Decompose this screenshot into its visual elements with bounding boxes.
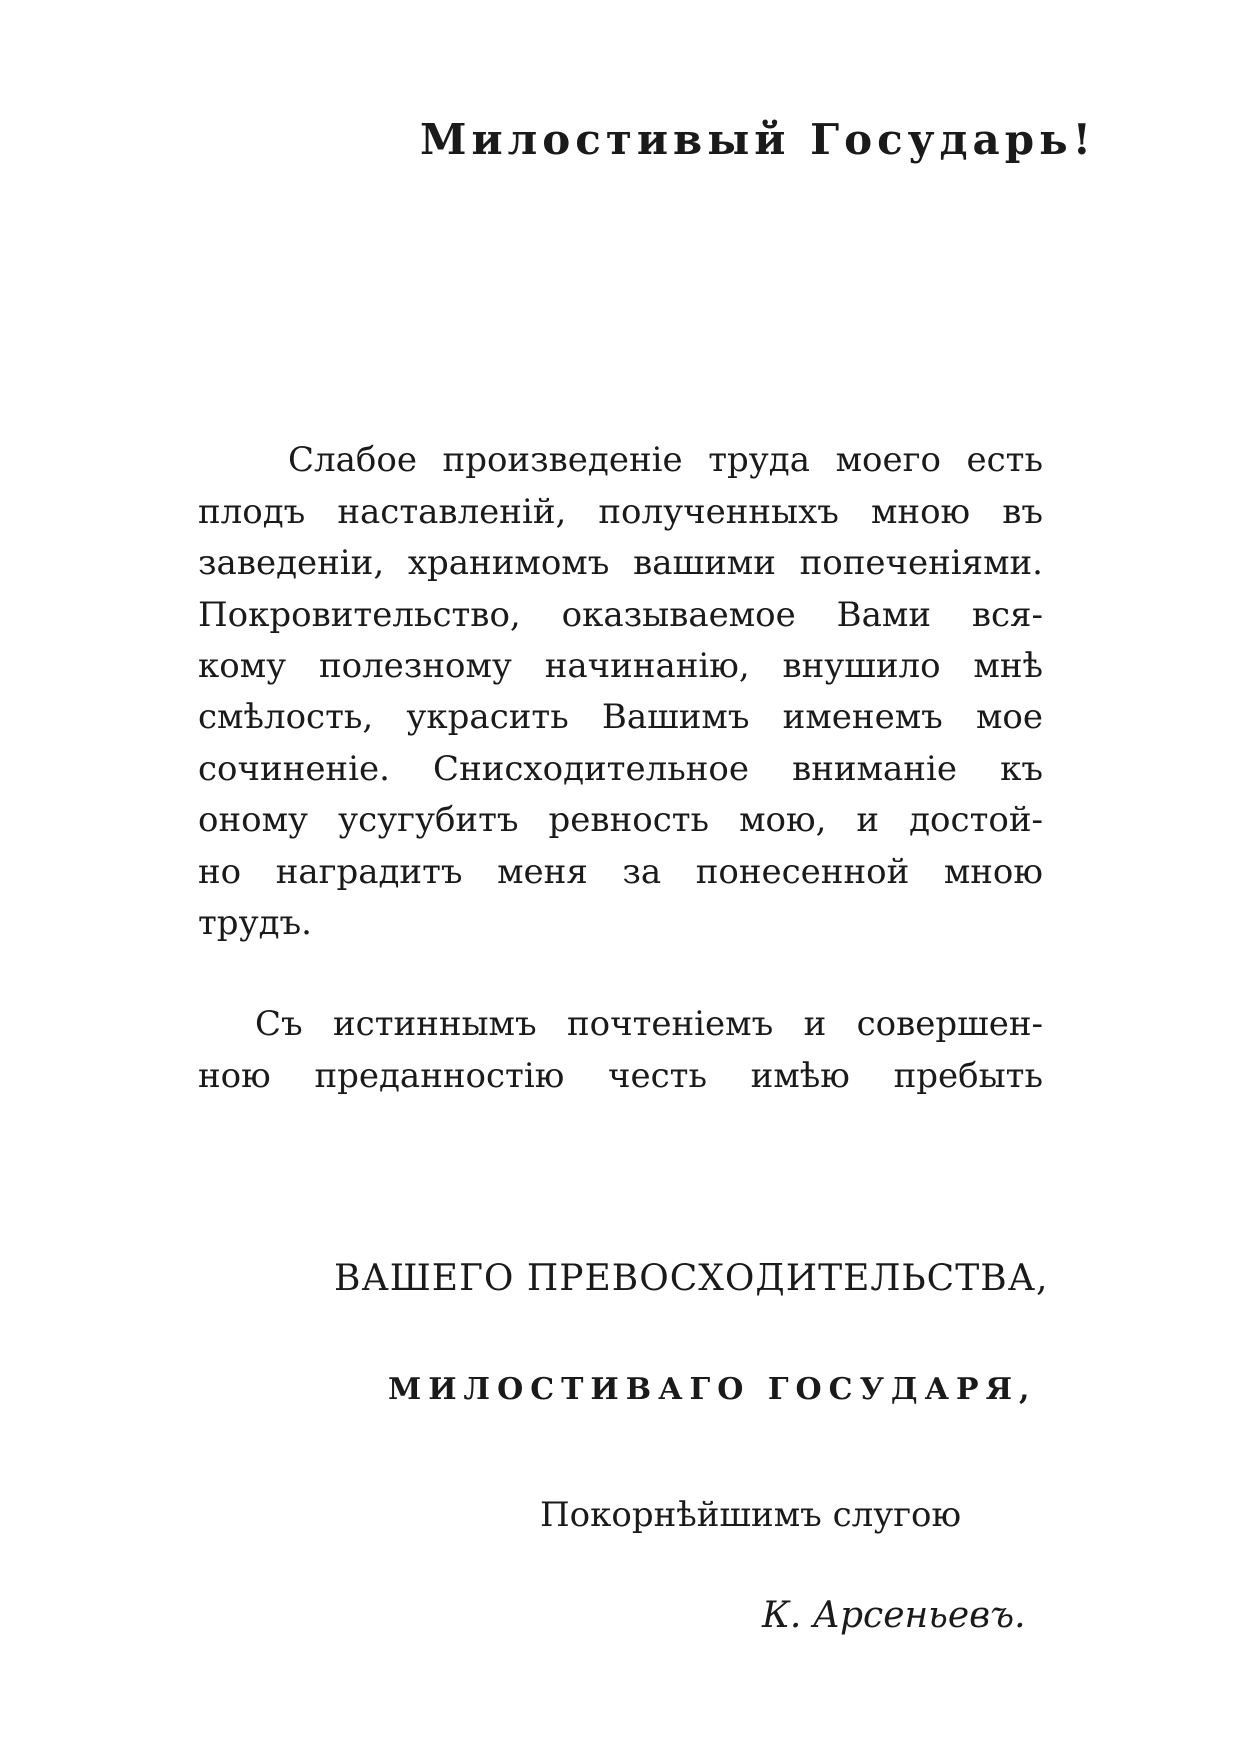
text-line: кому полезному начинанію, внушило мнѣ	[198, 646, 1043, 686]
gracious-sir-line: МИЛОСТИВАГО ГОСУДАРЯ,	[388, 1372, 1037, 1407]
text-line: трудъ.	[198, 903, 312, 943]
text-line: Слабое произведеніе труда моего есть	[288, 440, 1043, 480]
text-line: но наградитъ меня за понесенной мною	[198, 852, 1043, 892]
text-line: смѣлость, украсить Вашимъ именемъ мое	[198, 697, 1043, 737]
text-line: Съ истиннымъ почтеніемъ и совершен-	[255, 1004, 1043, 1044]
servant-line: Покорнѣйшимъ слугою	[540, 1495, 962, 1535]
salutation-heading: Милостивый Государь!	[420, 115, 1097, 164]
text-line: ною преданностію честь имѣю пребыть	[198, 1056, 1043, 1096]
text-line: плодъ наставленій, полученныхъ мною въ	[198, 492, 1043, 532]
text-line: Покровительство, оказываемое Вами вся-	[198, 595, 1043, 635]
text-line: заведеніи, хранимомъ вашими попеченіями.	[198, 543, 1043, 583]
text-line: сочиненіе. Снисходительное вниманіе къ	[198, 749, 1043, 789]
text-line: оному усугубитъ ревность мою, и достой-	[198, 800, 1043, 840]
excellency-line: ВАШЕГО ПРЕВОСХОДИТЕЛЬСТВА,	[334, 1258, 1049, 1299]
author-signature: К. Арсеньевъ.	[762, 1595, 1026, 1636]
